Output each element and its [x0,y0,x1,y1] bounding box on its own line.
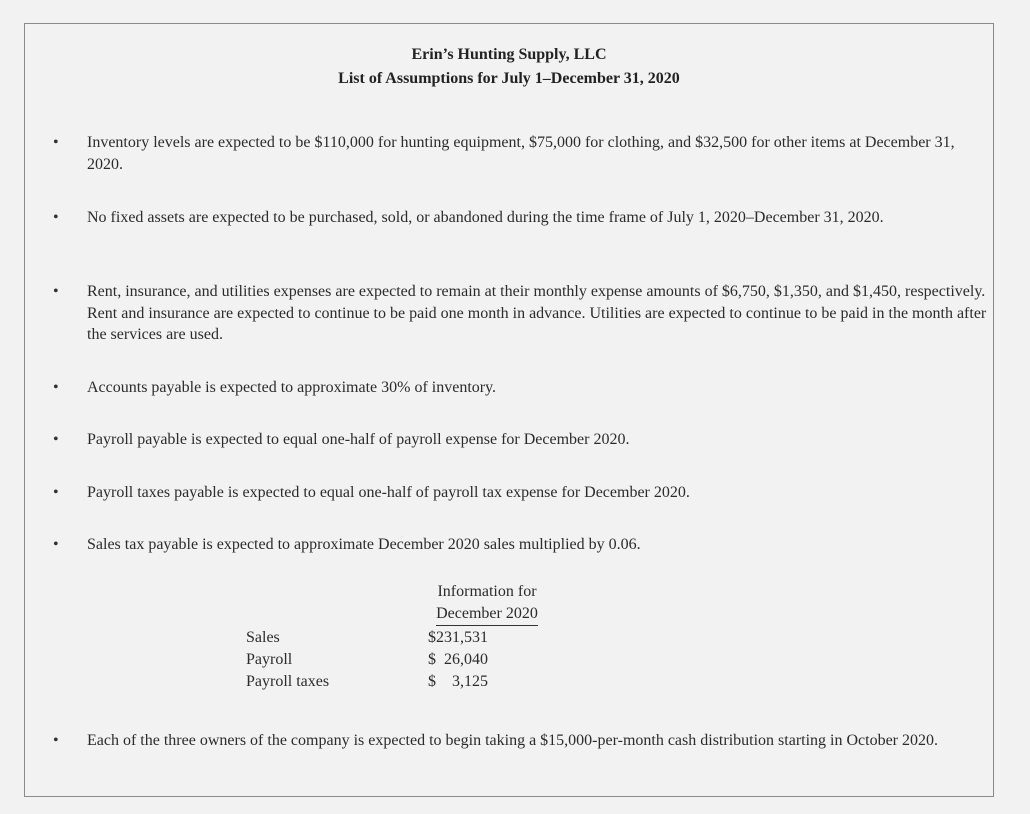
assumption-item-payroll-taxes-payable: Payroll taxes payable is expected to equal one-half of payroll tax expense for December 2020. [87,484,690,501]
bullet-icon: • [53,379,59,396]
assumption-item-accounts-payable: Accounts payable is expected to approximate 30% of inventory. [87,379,497,396]
info-table-value-payroll: $ 26,040 [428,651,488,668]
bullet-icon: • [53,134,59,151]
info-table-header-line1: Information for [437,583,537,600]
info-table-value-sales: $231,531 [428,629,488,646]
bullet-icon: • [53,536,59,553]
bullet-icon: • [53,431,59,448]
assumption-item-inventory: Inventory levels are expected to be $110,000 for hunting equipment, $75,000 for clothing, and $32,500 for other items at December 31, 2020. [87,134,955,173]
assumption-item-owner-distribution: Each of the three owners of the company is expected to begin taking a $15,000-per-month cash distribution starting in October 2020. [87,732,939,749]
list-title: List of Assumptions for July 1–December 31, 2020 [338,70,680,87]
assumption-item-sales-tax-payable: Sales tax payable is expected to approximate December 2020 sales multiplied by 0.06. [87,536,641,553]
info-table-label-payroll-taxes: Payroll taxes [246,673,330,690]
bullet-icon: • [53,732,59,749]
assumptions-panel [24,23,994,797]
bullet-icon: • [53,283,59,300]
info-table-value-payroll-taxes: $ 3,125 [428,673,488,690]
info-table-label-payroll: Payroll [246,651,293,668]
info-table-header [419,581,555,626]
assumption-item-fixed-assets: No fixed assets are expected to be purchased, sold, or abandoned during the time frame of July 1, 2020–December 31, 2020. [87,209,884,226]
info-table-header-line2: December 2020 [436,603,538,626]
bullet-icon: • [53,484,59,501]
assumption-item-expenses: Rent, insurance, and utilities expenses are expected to remain at their monthly expense amounts of $6,750, $1,350, and $1,450, respectively. Rent and insurance are expected to continue to be paid one month in advance. Utilities are expected to continue to be paid in the month after the services are used. [87,283,987,343]
assumption-item-payroll-payable: Payroll payable is expected to equal one-half of payroll expense for December 2020. [87,431,630,448]
bullet-icon: • [53,209,59,226]
company-title: Erin’s Hunting Supply, LLC [411,46,607,63]
info-table-label-sales: Sales [246,629,280,646]
